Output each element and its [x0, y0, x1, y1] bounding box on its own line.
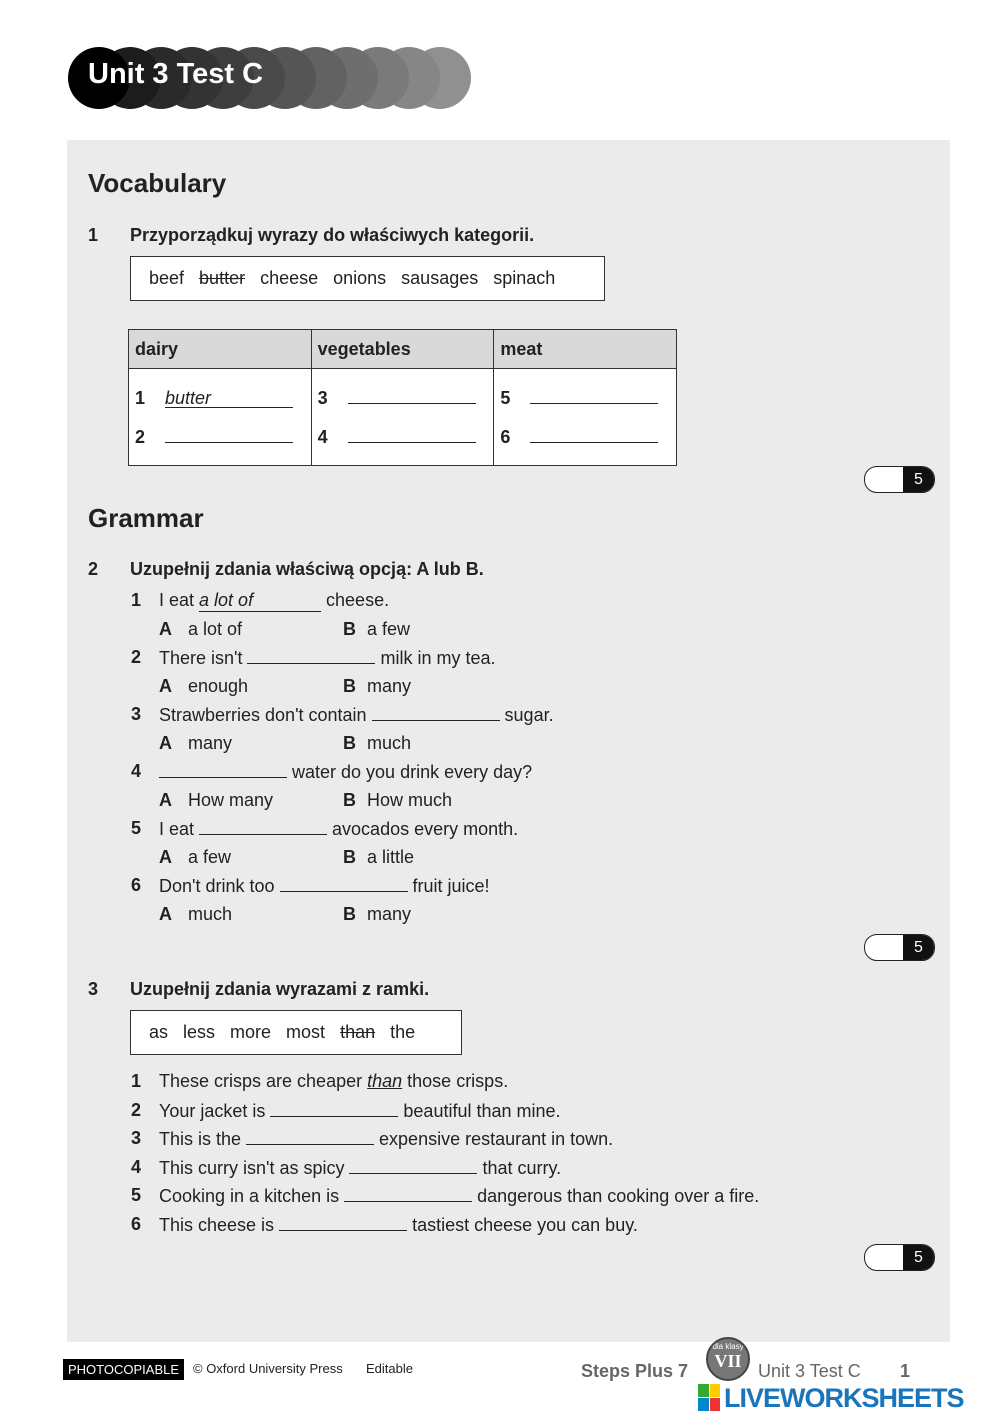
answer-blank[interactable]: [165, 442, 293, 443]
book-title: Steps Plus 7: [581, 1361, 689, 1381]
sentence-end: fruit juice!: [407, 876, 490, 896]
sentence: [159, 1128, 613, 1150]
word-box: [130, 1010, 462, 1055]
photocopiable-label: PHOTOCOPIABLE: [63, 1359, 184, 1380]
item-number: 4: [131, 1156, 142, 1177]
sentence-end: sugar.: [499, 705, 554, 725]
option-letter: B: [343, 904, 356, 924]
sentence-end: milk in my tea.: [375, 648, 496, 668]
item-number: 1: [131, 590, 142, 610]
item-number: 2: [135, 427, 146, 447]
answer-blank[interactable]: [349, 1157, 477, 1174]
answer-line: [135, 379, 305, 418]
answer-blank[interactable]: [247, 647, 375, 664]
category-table: [128, 329, 677, 466]
answer-blank[interactable]: [344, 1185, 472, 1202]
option-a: How many: [188, 790, 274, 810]
score-box: [864, 466, 935, 493]
word-option: less: [183, 1022, 216, 1042]
option-letter: B: [343, 790, 356, 810]
sentence-start: I eat: [159, 819, 200, 839]
word-option: cheese: [260, 268, 319, 288]
sentence-start: These crisps are cheaper: [159, 1071, 368, 1091]
sentence: [159, 1185, 759, 1207]
item-number: 6: [131, 1214, 142, 1234]
column-header: meat: [494, 330, 677, 369]
word-option: the: [390, 1022, 416, 1042]
footer-unit: Unit 3 Test C: [758, 1361, 861, 1381]
score-box: [864, 1244, 935, 1271]
page-title: Unit 3 Test C: [88, 58, 264, 90]
sentence-start: This cheese is: [159, 1215, 280, 1235]
item-number: 6: [500, 427, 511, 447]
sentence-start: I eat: [159, 590, 200, 610]
item-number: 5: [131, 1185, 142, 1206]
option-letter: A: [159, 904, 172, 924]
sentence-end: avocados every month.: [327, 819, 519, 839]
option-b: many: [367, 904, 412, 924]
answer-blank[interactable]: butter: [165, 389, 293, 408]
word-option: sausages: [401, 268, 479, 288]
option-b: a little: [367, 847, 415, 867]
option-b: many: [367, 676, 412, 696]
column-header: dairy: [129, 330, 312, 369]
option-a: many: [188, 733, 233, 753]
word-option: as: [149, 1022, 169, 1042]
sentence-end: water do you drink every day?: [287, 762, 533, 782]
sentence: [159, 647, 496, 669]
grammar-heading: Grammar: [88, 503, 204, 533]
answer-blank[interactable]: [280, 875, 408, 892]
answer-blank[interactable]: [348, 403, 476, 404]
sentence-end: cheese.: [321, 590, 390, 610]
item-number: 4: [317, 427, 328, 447]
answer-blank[interactable]: [279, 1214, 407, 1231]
option-a: enough: [188, 676, 249, 696]
sentence-end: beautiful than mine.: [398, 1100, 561, 1121]
item-number: 3: [131, 704, 142, 724]
badge-text: VII: [714, 1351, 742, 1371]
score-value: 5: [903, 467, 934, 492]
answer-blank[interactable]: than: [367, 1071, 403, 1091]
sentence-start: Don't drink too: [159, 876, 280, 896]
category-cell: [311, 369, 494, 466]
answer-blank[interactable]: [530, 403, 658, 404]
option-letter: B: [343, 847, 356, 867]
answer-line: [135, 418, 305, 457]
option-b: a few: [367, 619, 411, 639]
page-number: 1: [900, 1361, 911, 1381]
item-number: 3: [131, 1128, 142, 1149]
editable-label: Editable: [366, 1361, 413, 1376]
answer-blank[interactable]: [372, 704, 500, 721]
option-letter: B: [343, 619, 356, 639]
copyright: © Oxford University Press: [193, 1361, 343, 1376]
option-letter: A: [159, 619, 172, 639]
score-box: [864, 934, 935, 961]
item-number: 4: [131, 761, 142, 781]
badge-top-text: dla klasy: [712, 1342, 744, 1351]
option-letter: A: [159, 676, 172, 696]
answer-blank[interactable]: [348, 442, 476, 443]
answer-blank[interactable]: [159, 761, 287, 778]
sentence: [159, 818, 518, 840]
item-number: 2: [131, 647, 142, 667]
option-letter: A: [159, 790, 172, 810]
answer-line: [500, 418, 670, 457]
option-b: How much: [367, 790, 453, 810]
liveworksheets-watermark: LIVEWORKSHEETS: [724, 1383, 964, 1413]
answer-blank[interactable]: [246, 1128, 374, 1145]
sentence-start: Strawberries don't contain: [159, 705, 372, 725]
column-header: vegetables: [311, 330, 494, 369]
answer-blank[interactable]: a lot of: [199, 590, 321, 612]
item-number: 2: [131, 1099, 142, 1120]
word-option: beef: [149, 268, 185, 288]
sentence-end: those crisps.: [402, 1071, 509, 1091]
answer-blank[interactable]: [530, 442, 658, 443]
sentence: [159, 875, 490, 897]
exercise-number: 1: [88, 225, 99, 245]
word-option: than: [340, 1022, 376, 1042]
exercise-instruction: Przyporządkuj wyrazy do właściwych kategorii.: [130, 225, 535, 245]
word-option: more: [230, 1022, 272, 1042]
item-number: 5: [500, 388, 511, 408]
sentence-start: There isn't: [159, 648, 248, 668]
score-value: 5: [903, 1245, 934, 1270]
option-letter: A: [159, 733, 172, 753]
word-option: butter: [199, 268, 246, 288]
answer-line: [500, 379, 670, 418]
sentence: [159, 1157, 561, 1179]
item-number: 1: [135, 388, 146, 408]
vocabulary-heading: Vocabulary: [88, 168, 227, 198]
word-option: most: [286, 1022, 326, 1042]
exercise-instruction: Uzupełnij zdania wyrazami z ramki.: [130, 979, 430, 999]
score-value: 5: [903, 935, 934, 960]
sentence-end: that curry.: [477, 1157, 562, 1178]
sentence: [159, 590, 389, 612]
option-a: a few: [188, 847, 232, 867]
sentence-start: Cooking in a kitchen is: [159, 1186, 345, 1207]
option-letter: B: [343, 676, 356, 696]
exercise-number: 2: [88, 559, 99, 579]
item-number: 6: [131, 875, 142, 895]
option-a: much: [188, 904, 233, 924]
item-number: 5: [131, 818, 142, 838]
sentence-end: dangerous than cooking over a fire.: [472, 1186, 760, 1207]
sentence: [159, 1071, 508, 1092]
class-badge: [706, 1337, 750, 1381]
sentence: [159, 761, 532, 783]
sentence-start: This is the: [159, 1129, 247, 1150]
item-number: 3: [317, 388, 328, 408]
answer-blank[interactable]: [199, 818, 327, 835]
exercise-instruction: Uzupełnij zdania właściwą opcją: A lub B.: [130, 559, 484, 579]
answer-line: [318, 418, 488, 457]
sentence: [159, 704, 554, 726]
category-cell: [129, 369, 312, 466]
exercise-number: 3: [88, 979, 99, 999]
word-option: onions: [333, 268, 387, 288]
answer-line: [318, 379, 488, 418]
word-option: spinach: [493, 268, 556, 288]
option-a: a lot of: [188, 619, 243, 639]
sentence-start: Your jacket is: [159, 1100, 271, 1121]
sentence-start: This curry isn't as spicy: [159, 1157, 350, 1178]
option-letter: A: [159, 847, 172, 867]
sentence-end: tastiest cheese you can buy.: [407, 1215, 638, 1235]
option-b: much: [367, 733, 412, 753]
sentence: [159, 1100, 561, 1122]
category-cell: [494, 369, 677, 466]
item-number: 1: [131, 1071, 142, 1091]
word-box: [130, 256, 605, 301]
sentence: [159, 1214, 638, 1236]
option-letter: B: [343, 733, 356, 753]
liveworksheets-logo-icon: [698, 1384, 720, 1411]
answer-blank[interactable]: [270, 1100, 398, 1117]
sentence-end: expensive restaurant in town.: [374, 1129, 614, 1150]
